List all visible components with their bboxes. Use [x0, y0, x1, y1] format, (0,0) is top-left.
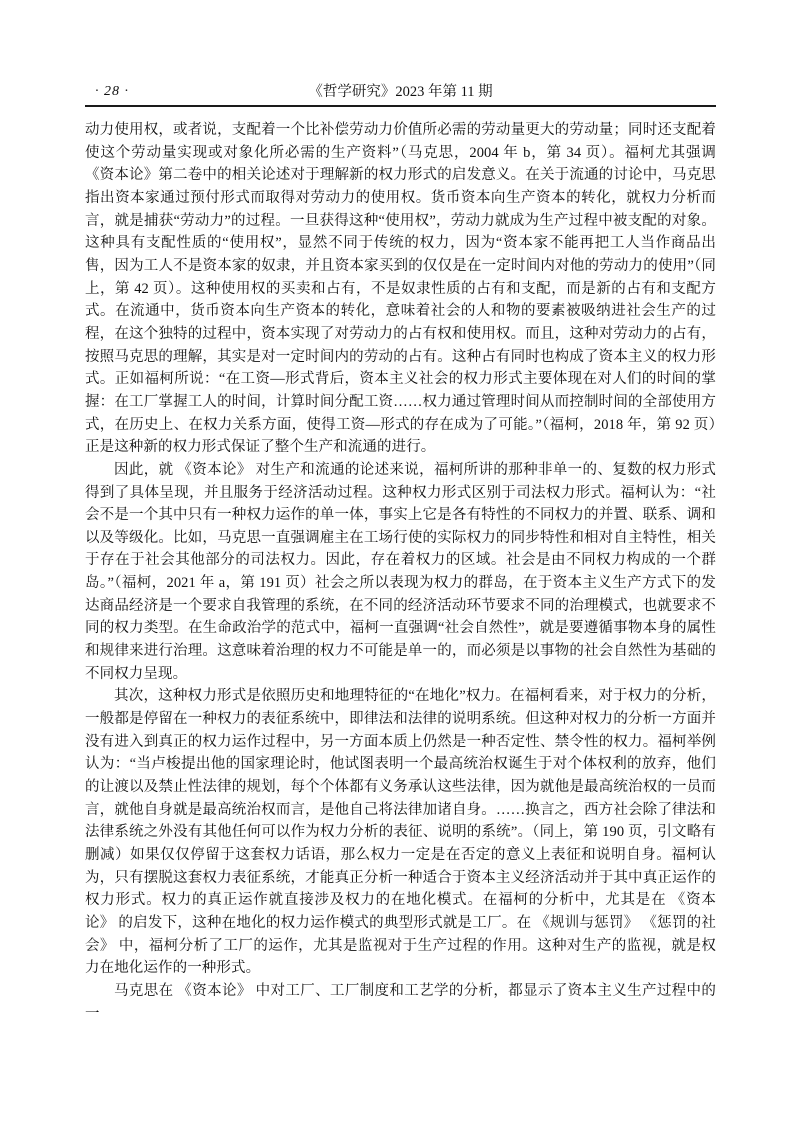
header-rule	[85, 105, 716, 107]
paragraph: 马克思在 《资本论》 中对工厂、工厂制度和工艺学的分析，都显示了资本主义生产过程中的一	[85, 982, 716, 1022]
paragraph: 其次，这种权力形式是依照历史和地理特征的“在地化”权力。在福柯看来，对于权力的分析，一般都是停留在一种权力的表征系统中，即律法和法律的说明系统。但这种对权力的分析一方面并没有进入到真正的权力运作过程中，另一方面本质上仍然是一种否定性、禁令性的权力。福柯举例认为：“当卢梭提出他的国家理论时，他试图表明一个最高统治权诞生于对个体权利的放弃，他们的让渡以及禁止性法律的规划，每个个体都有义务承认这些法律，因为就他是最高统治权的一员而言，就他自身就是最高统治权而言，是他自己将法律加诸自身。……换言之，西方社会除了律法和法律系统之外没有其他任何可以作为权力分析的表征、说明的系统”。（同上，第 190 页，引文略有删减）如果仅仅停留于这套权力话语，那么权力一定是在否定的意义上表征和说明自身。福柯认为，只有摆脱这套权力表征系统，才能真正分析一种适合于资本主义经济活动并于其中真正运作的权力形式。权力的真正运作就直接涉及权力的在地化模式。在福柯的分析中，尤其是在 《资本论》 的启发下，这种在地化的权力运作模式的典型形式就是工厂。在 《规训与惩罚》 《惩罚的社会》 中，福柯分析了工厂的运作，尤其是监视对于生产过程的作用。这种对生产的监视，就是权力在地化运作的一种形式。	[85, 688, 716, 977]
page-header	[85, 82, 716, 102]
journal-title: 《哲学研究》2023 年第 11 期	[308, 84, 493, 100]
article-body	[85, 119, 716, 1025]
paragraph: 动力使用权，或者说，支配着一个比补偿劳动力价值所必需的劳动量更大的劳动量；同时还支配着使这个劳动量实现或对象化所必需的生产资料”（马克思，2004 年 b，第 34 页）。福柯尤其强调 《资本论》第二卷中的相关论述对于理解新的权力形式的启发意义。在关于流通的讨论中，马克思指出资本家通过预付形式而取得对劳动力的使用权。货币资本向生产资本的转化，就权力分析而言，就是捕获“劳动力”的过程。一旦获得这种“使用权”，劳动力就成为生产过程中被支配的对象。这种具有支配性质的“使用权”，显然不同于传统的权力，因为“资本家不能再把工人当作商品出售，因为工人不是资本家的奴隶，并且资本家买到的仅仅是在一定时间内对他的劳动力的使用”（同上，第 42 页）。这种使用权的买卖和占有，不是奴隶性质的占有和支配，而是新的占有和支配方式。在流通中，货币资本向生产资本的转化，意味着社会的人和物的要素被吸纳进社会生产的过程，在这个独特的过程中，资本实现了对劳动力的占有权和使用权。而且，这种对劳动力的占有，按照马克思的理解，其实是对一定时间内的劳动的占有。这种占有同时也构成了资本主义的权力形式。正如福柯所说：“在工资—形式背后，资本主义社会的权力形式主要体现在对人们的时间的掌握：在工厂掌握工人的时间，计算时间分配工资……权力通过管理时间从而控制时间的全部使用方式，在历史上、在权力关系方面，使得工资—形式的存在成为了可能。”（福柯，2018 年，第 92 页）正是这种新的权力形式保证了整个生产和流通的进行。	[85, 122, 716, 456]
document-page	[85, 0, 716, 1131]
paragraph: 因此，就 《资本论》 对生产和流通的论述来说，福柯所讲的那种非单一的、复数的权力形式得到了具体呈现，并且服务于经济活动过程。这种权力形式区别于司法权力形式。福柯认为：“社会不是一个其中只有一种权力运作的单一体，事实上它是各有特性的不同权力的并置、联系、调和以及等级化。比如，马克思一直强调雇主在工场行使的实际权力的同步特性和相对自主特性，相关于存在于社会其他部分的司法权力。因此，存在着权力的区域。社会是由不同权力构成的一个群岛。”（福柯，2021 年 a，第 191 页）社会之所以表现为权力的群岛，在于资本主义生产方式下的发达商品经济是一个要求自我管理的系统，在不同的经济活动环节要求不同的治理模式，也就要求不同的权力类型。在生命政治学的范式中，福柯一直强调“社会自然性”，就是要遵循事物本身的属性和规律来进行治理。这意味着治理的权力不可能是单一的，而必须是以事物的社会自然性为基础的不同权力呈现。	[85, 461, 716, 682]
page-number: · 28 ·	[95, 84, 129, 99]
